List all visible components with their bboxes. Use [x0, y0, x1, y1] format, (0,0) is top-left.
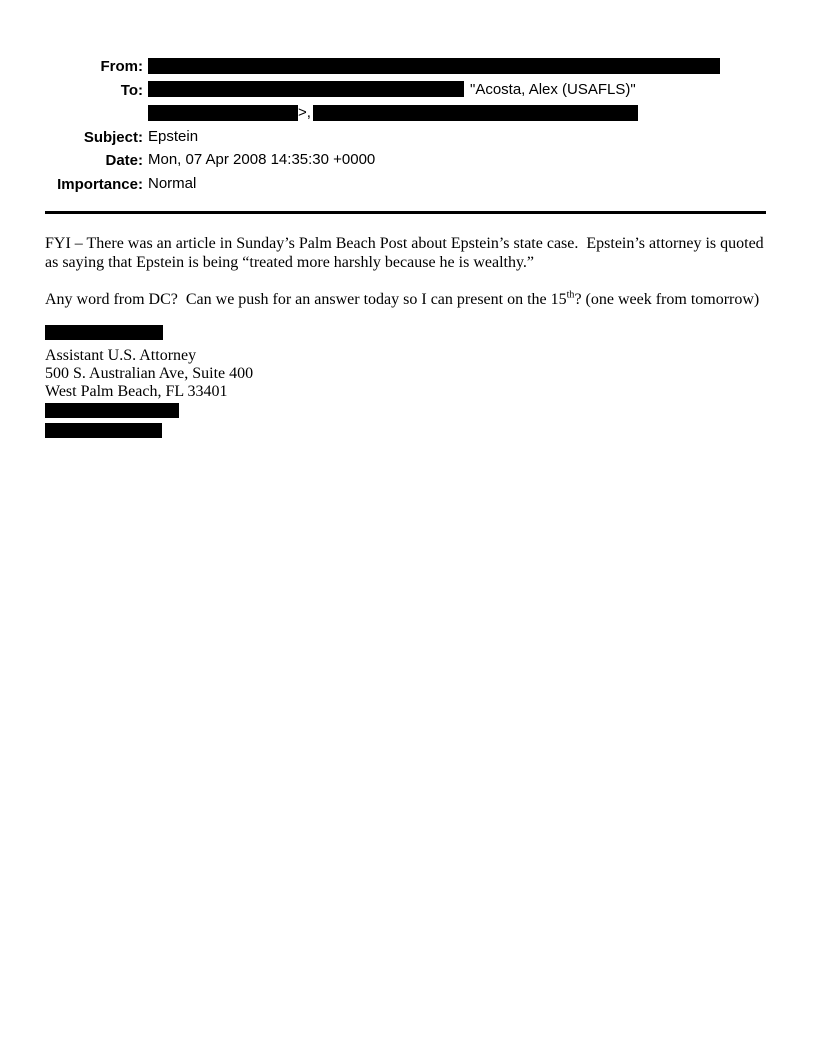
signature-address-line-2: West Palm Beach, FL 33401: [45, 383, 228, 400]
redaction-bar-to-3: [313, 105, 638, 121]
importance-value-wrap: [148, 173, 196, 197]
signature-address-line-1: 500 S. Australian Ave, Suite 400: [45, 365, 254, 382]
subject-label: Subject:: [83, 128, 143, 146]
body-paragraph-1-line-1: FYI – There was an article in Sunday’s Palm Beach Post about Epstein’s state case. Epstein’s attorney is quoted: [45, 235, 764, 252]
to-value-line-1: [148, 79, 638, 103]
to-row: [45, 79, 720, 126]
header-divider-rule: [45, 211, 766, 214]
to-address-separator: >,: [298, 104, 311, 121]
body-paragraph-2-suffix: ? (one week from tomorrow): [574, 290, 760, 308]
date-value-wrap: [148, 149, 375, 173]
signature-block: [45, 325, 253, 438]
subject-row: [45, 126, 720, 150]
email-header: [45, 55, 720, 196]
redaction-bar-to-1: [148, 81, 464, 97]
subject-value: Epstein: [148, 127, 199, 145]
importance-row: [45, 173, 720, 197]
date-value: Mon, 07 Apr 2008 14:35:30 +0000: [148, 151, 376, 168]
redaction-bar-signature-contact-2: [45, 423, 162, 438]
to-value: [148, 79, 638, 126]
date-label: Date:: [105, 152, 143, 169]
importance-value: Normal: [148, 174, 197, 192]
subject-value-wrap: [148, 126, 198, 150]
to-label: To:: [120, 81, 143, 99]
redaction-bar-signature-name: [45, 325, 163, 340]
from-value-line: [148, 55, 720, 79]
body-paragraph-1-line-2: as saying that Epstein is being “treated more harshly because he is wealthy.”: [45, 253, 535, 271]
redaction-bar-from: [148, 58, 720, 74]
to-recipient-visible: "Acosta, Alex (USAFLS)": [470, 80, 636, 98]
body-paragraph-2: [45, 291, 771, 310]
date-row: [45, 149, 720, 173]
from-value: [148, 55, 720, 79]
date-value-line: [148, 149, 375, 173]
superscript-th: th: [566, 289, 575, 301]
from-label: From:: [100, 58, 143, 75]
signature-title: Assistant U.S. Attorney: [45, 347, 197, 364]
from-row: [45, 55, 720, 79]
importance-label: Importance:: [57, 175, 143, 193]
body-paragraph-2-prefix: Any word from DC? Can we push for an answer today so I can present on the 15: [45, 290, 567, 308]
to-value-line-2: [148, 102, 638, 126]
importance-value-line: [148, 173, 196, 197]
subject-value-line: [148, 126, 198, 150]
redaction-bar-signature-contact-1: [45, 403, 179, 418]
redaction-bar-to-2: [148, 105, 298, 121]
email-body: [45, 235, 771, 309]
